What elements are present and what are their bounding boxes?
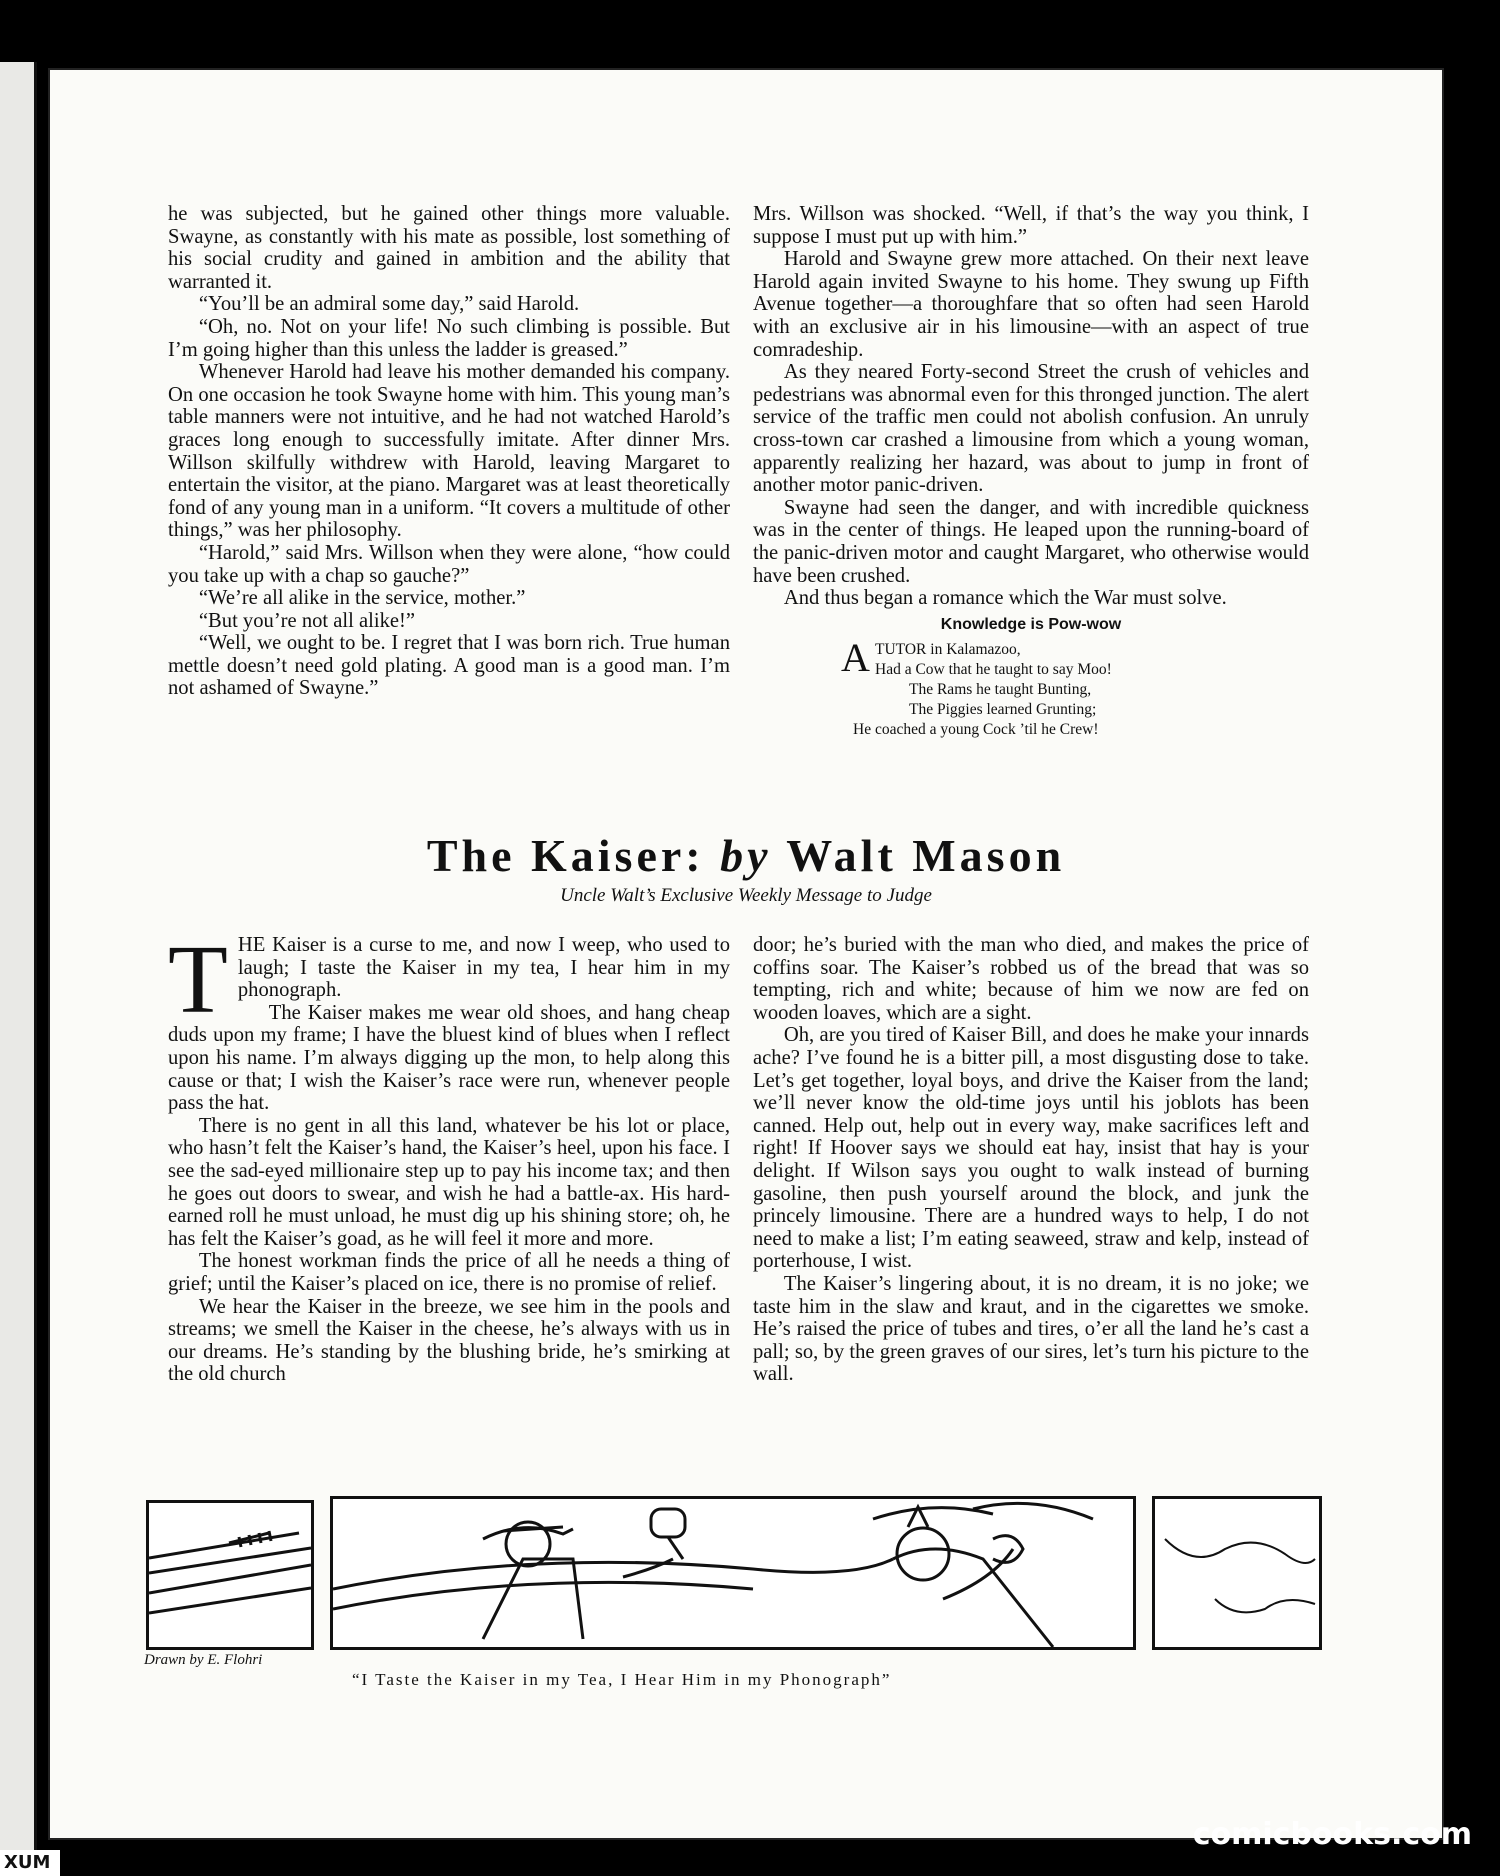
comic-panel-left <box>146 1500 314 1650</box>
paragraph: The Kaiser makes me wear old shoes, and hang cheap duds upon my frame; I have the bluest kind of blues when I reflect upon his name. I’m always digging up the mon, to help along this cause or that; I wish the Kaiser’s race were run, whenever people pass the hat. <box>168 1001 730 1115</box>
paragraph: door; he’s buried with the man who died, and makes the price of coffins soar. The Kaiser’s robbed us of the bread that was so tempting, rich and white; because of him we now are fed on wooden loaves, which are a sight. <box>753 934 1309 1024</box>
headline-title: The Kaiser: <box>426 830 705 881</box>
paragraph: There is no gent in all this land, whatever be his lot or place, who hasn’t felt the Kaiser’s hand, the Kaiser’s heel, upon his face. I see the sad-eyed millionaire step up to pay his income tax; and then he goes out doors to swear, and wish he had a battle-ax. His hard-earned roll he must unload, he must dig up his shining store; oh, he has felt the Kaiser’s goad, as he will feel it more and more. <box>168 1114 730 1250</box>
illustration-caption: “I Taste the Kaiser in my Tea, I Hear Him in my Phonograph” <box>352 1670 892 1689</box>
article-column-right <box>753 934 1309 1386</box>
adjacent-page-edge <box>0 62 37 1852</box>
paragraph: We hear the Kaiser in the breeze, we see him in the pools and streams; we smell the Kaiser in the cheese, he’s always with us in our dreams. He’s standing by the blushing bride, he’s smirking at the old church <box>168 1295 730 1386</box>
paragraph: “Oh, no. Not on your life! No such climbing is possible. But I’m going higher than this unless the ladder is greased.” <box>168 315 730 361</box>
paragraph: Swayne had seen the danger, and with incredible quickness was in the center of things. He leaped upon the running-board of the panic-driven motor and caught Margaret, who otherwise would have been crushed. <box>753 496 1309 587</box>
paragraph: The Kaiser’s lingering about, it is no dream, it is no joke; we taste him in the slaw and kraut, and in the cigarettes we smoke. He’s raised the price of tubes and tires, o’er all the land he’s cast a pall; so, by the green graves of our sires, let’s turn his picture to the wall. <box>753 1272 1309 1386</box>
poem-line: Had a Cow that he taught to say Moo! <box>875 661 1112 679</box>
paragraph: “You’ll be an admiral some day,” said Harold. <box>198 293 580 316</box>
paragraph: Mrs. Willson was shocked. “Well, if that’s the way you think, I suppose I must put up with him.” <box>753 203 1309 248</box>
paragraph: Harold and Swayne grew more attached. On their next leave Harold again invited Swayne to his home. They swung up Fifth Avenue together—a thoroughfare that so often had seen Harold with an exclusive air in his limousine—with an aspect of true comradeship. <box>753 248 1309 361</box>
article-column-left <box>168 926 730 1386</box>
article-headline <box>50 829 1442 882</box>
poem-line: The Rams he taught Bunting, <box>909 681 1092 699</box>
story-column-right <box>753 203 1309 740</box>
paragraph: “But you’re not all alike!” <box>198 609 416 632</box>
paragraph: And thus began a romance which the War must solve. <box>783 587 1227 610</box>
illustration-credit: Drawn by E. Flohri <box>144 1652 263 1668</box>
poem-drop-cap: A <box>841 635 870 681</box>
paragraph: “We’re all alike in the service, mother.” <box>198 587 526 610</box>
paragraph: “Well, we ought to be. I regret that I was born rich. True human mettle doesn’t need gold plating. A good man is a good man. I’m not ashamed of Swayne.” <box>168 632 730 700</box>
paragraph: he was subjected, but he gained other things more valuable. Swayne, as constantly with his mate as possible, lost something of his social crudity and gained in ambition and the ability that warranted it. <box>168 203 730 293</box>
poem-line: The Piggies learned Grunting; <box>909 701 1097 719</box>
paragraph: “Harold,” said Mrs. Willson when they were alone, “how could you take up with a chap so gauche?” <box>168 541 730 587</box>
drop-cap: T <box>168 926 228 1034</box>
paragraph <box>168 926 730 1034</box>
smoke-illustration <box>1155 1499 1319 1647</box>
poem-line: He coached a young Cock ’til he Crew! <box>853 721 1099 739</box>
site-watermark: comicbooks.com <box>1192 1817 1472 1852</box>
paragraph: The honest workman finds the price of all he needs a thing of grief; until the Kaiser’s placed on ice, there is no promise of relief. <box>168 1250 730 1295</box>
article-subhead: Uncle Walt’s Exclusive Weekly Message to Judge <box>560 885 932 906</box>
first-paragraph-text: HE Kaiser is a curse to me, and now I weep, who used to laugh; I taste the Kaiser in my tea, I hear him in my phonograph. <box>237 934 730 1002</box>
paragraph: Oh, are you tired of Kaiser Bill, and does he make your innards ache? I’ve found he is a bitter pill, a most disgusting dose to take. Let’s get together, loyal boys, and drive the Kaiser from the land; we’ll never know the old-time joys until his joblots has been canned. Help out, help out in every way, make sacrifices left and right! If Hoover says we should eat hay, insist that hay is your delight. If Wilson says you ought to walk instead of burning gasoline, then push yourself around the block, and junk the princely limousine. There are a hundred ways to help, I do not need to make a list; I’m eating seaweed, straw and kelp, instead of porterhouse, I wist. <box>753 1024 1309 1273</box>
poem-title: Knowledge is Pow-wow <box>940 615 1122 633</box>
rake-illustration <box>149 1503 311 1647</box>
headline-by: by <box>720 830 772 881</box>
comic-panel-center <box>330 1496 1136 1650</box>
poem <box>841 635 1309 740</box>
kaiser-chase-illustration <box>333 1499 1133 1647</box>
poem-line: TUTOR in Kalamazoo, <box>875 641 1021 659</box>
paragraph: Whenever Harold had leave his mother demanded his company. On one occasion he took Swayne home with him. This young man’s table manners were not intuitive, and he had not watched Harold’s graces long enough to successfully imitate. After dinner Mrs. Willson skilfully withdrew with Harold, leaving Margaret to entertain the visitor, at the piano. Margaret was at least theoretically fond of any young man in a uniform. “It covers a multitude of other things,” was her philosophy. <box>168 361 730 542</box>
corner-tag: XUM <box>0 1850 60 1876</box>
headline-author: Walt Mason <box>786 830 1066 881</box>
paragraph: As they neared Forty-second Street the crush of vehicles and pedestrians was abnormal even for this thronged junction. The alert service of the traffic men could not abolish confusion. An unruly cross-town car crashed a limousine from which a young woman, apparently realizing her hazard, was about to jump in front of another motor panic-driven. <box>753 361 1309 497</box>
comic-panel-right <box>1152 1496 1322 1650</box>
story-column-left <box>168 203 730 700</box>
